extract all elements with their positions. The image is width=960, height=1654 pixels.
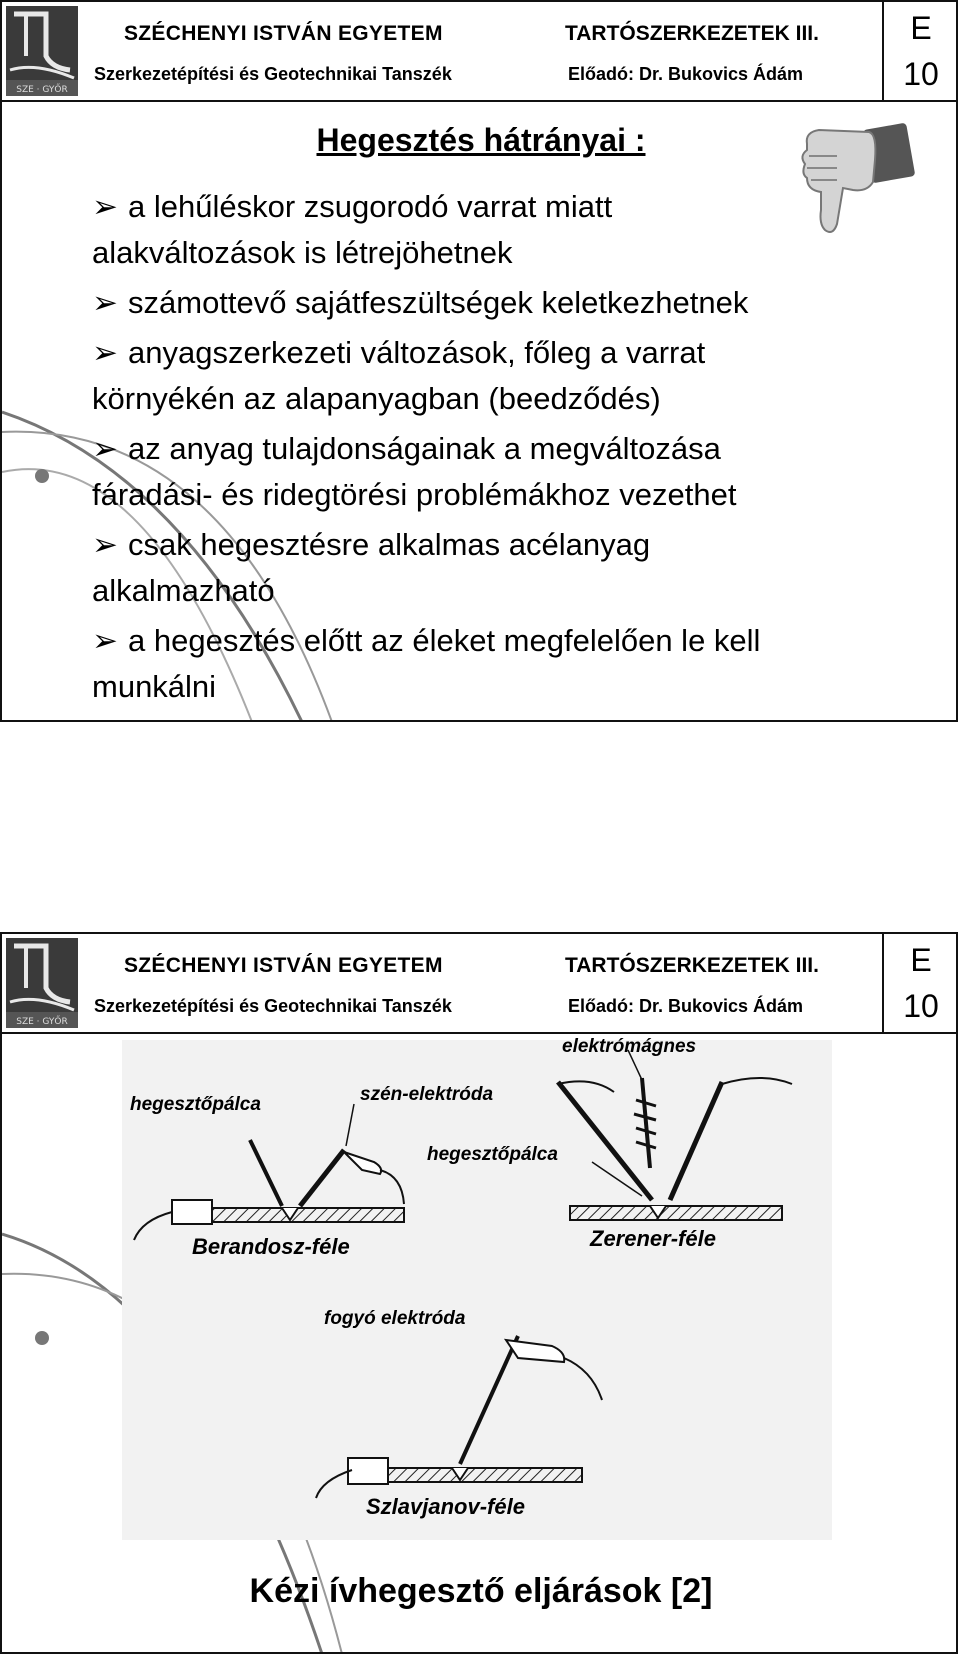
bullet-text-line2: fáradási- és ridegtörési problémákhoz vezethet xyxy=(92,477,737,512)
label-elektromagnes: elektrómágnes xyxy=(562,1036,697,1057)
slide-header xyxy=(2,934,956,1034)
bullet-text-line1: a lehűléskor zsugorodó varrat miatt xyxy=(128,189,613,224)
university-name: SZÉCHENYI ISTVÁN EGYETEM xyxy=(124,954,443,977)
list-item xyxy=(92,426,892,518)
list-item xyxy=(92,280,892,326)
department-name: Szerkezetépítési és Geotechnikai Tanszék xyxy=(94,64,452,84)
slide-title: Hegesztés hátrányai : xyxy=(316,122,646,158)
lecture-code-box xyxy=(882,2,958,100)
course-name: TARTÓSZERKEZETEK III. xyxy=(565,954,819,977)
arrow-bullet-icon: ➢ xyxy=(92,189,118,224)
disadvantages-list xyxy=(92,184,892,714)
lecture-code-box xyxy=(882,934,958,1032)
lecturer-name: Előadó: Dr. Bukovics Ádám xyxy=(568,996,804,1016)
slide-header xyxy=(2,2,956,102)
bullet-text-line1: a hegesztés előtt az éleket megfelelően le kell xyxy=(128,623,761,658)
caption-berandosz: Berandosz-féle xyxy=(192,1234,350,1259)
slide-1 xyxy=(0,0,958,722)
caption-szlavjanov: Szlavjanov-féle xyxy=(366,1494,525,1519)
bullet-text-line2: alkalmazható xyxy=(92,573,275,608)
arrow-bullet-icon: ➢ xyxy=(92,527,118,562)
slide-subtitle: Kézi ívhegesztő eljárások [2] xyxy=(249,1572,713,1610)
bullet-text-line2: környékén az alapanyagban (beedződés) xyxy=(92,381,661,416)
bullet-text-line2: alakváltozások is létrejöhetnek xyxy=(92,235,513,270)
list-item xyxy=(92,522,892,614)
list-item xyxy=(92,330,892,422)
lecture-code-number: 10 xyxy=(903,988,939,1024)
bullet-text-line1: számottevő sajátfeszültségek keletkezhetnek xyxy=(128,285,749,320)
arrow-bullet-icon: ➢ xyxy=(92,285,118,320)
label-fogyo-elektroda: fogyó elektróda xyxy=(324,1308,466,1329)
university-logo xyxy=(6,938,78,1028)
label-hegesztopalca-left: hegesztőpálca xyxy=(130,1094,261,1115)
label-szen-elektroda: szén-elektróda xyxy=(360,1084,494,1105)
department-name: Szerkezetépítési és Geotechnikai Tanszék xyxy=(94,996,452,1016)
bullet-text-line1: csak hegesztésre alkalmas acélanyag xyxy=(128,527,651,562)
university-logo xyxy=(6,6,78,96)
bullet-text-line2: munkálni xyxy=(92,669,217,704)
lecturer-name: Előadó: Dr. Bukovics Ádám xyxy=(568,64,804,84)
lecture-code-letter: E xyxy=(910,10,932,46)
svg-text:SZE · GYŐR: SZE · GYŐR xyxy=(16,1017,68,1027)
lecture-code-letter: E xyxy=(910,942,932,978)
arrow-bullet-icon: ➢ xyxy=(92,335,118,370)
caption-zerener: Zerener-féle xyxy=(590,1226,716,1251)
bullet-text-line1: anyagszerkezeti változások, főleg a varrat xyxy=(128,335,706,370)
arrow-bullet-icon: ➢ xyxy=(92,431,118,466)
list-item xyxy=(92,184,892,276)
label-hegesztopalca-right: hegesztőpálca xyxy=(427,1144,558,1165)
lecture-code-number: 10 xyxy=(903,56,939,92)
welding-methods-figure xyxy=(122,1036,832,1540)
bullet-text-line1: az anyag tulajdonságainak a megváltozása xyxy=(128,431,721,466)
course-name: TARTÓSZERKEZETEK III. xyxy=(565,22,819,45)
svg-text:SZE · GYŐR: SZE · GYŐR xyxy=(16,85,68,95)
arrow-bullet-icon: ➢ xyxy=(92,623,118,658)
slide-2 xyxy=(0,932,958,1654)
university-name: SZÉCHENYI ISTVÁN EGYETEM xyxy=(124,22,443,45)
list-item xyxy=(92,618,892,710)
